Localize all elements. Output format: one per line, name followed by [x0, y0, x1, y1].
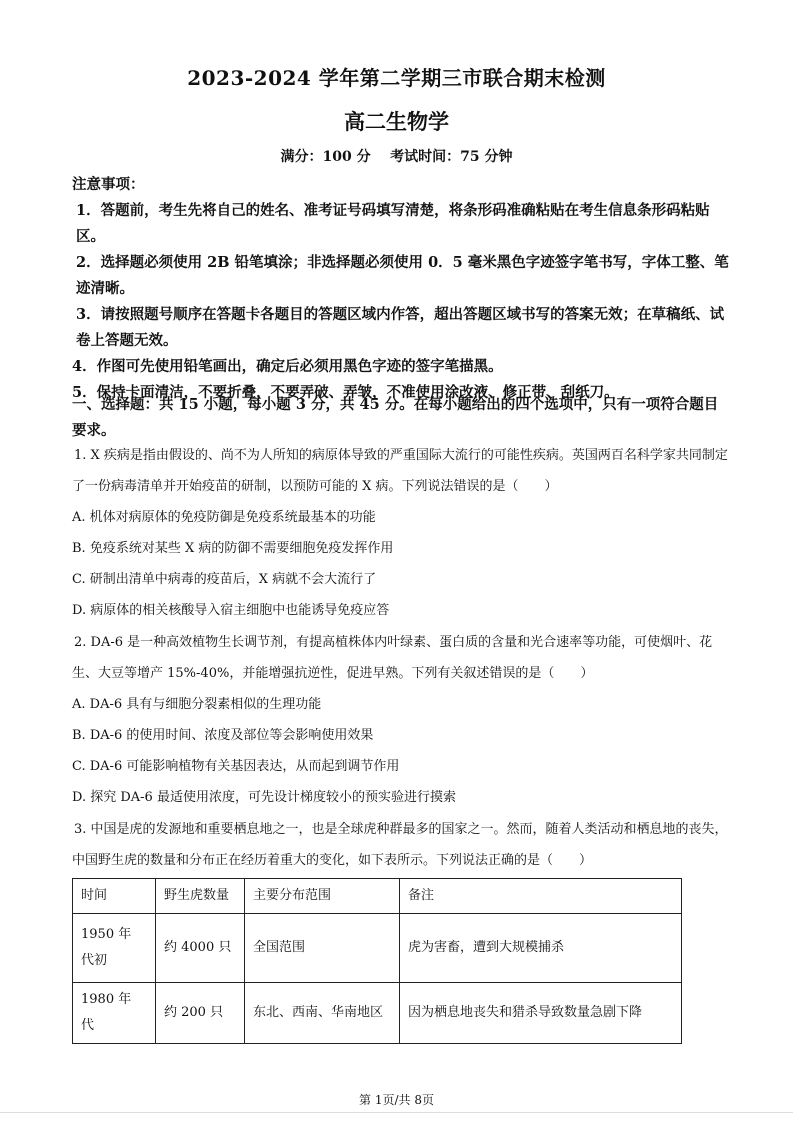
table-cell: 1980 年 代 — [73, 983, 156, 1044]
table-header-row — [73, 879, 682, 914]
table-cell: 约 200 只 — [156, 983, 245, 1044]
note-item: 3．请按照题号顺序在答题卡各题目的答题区域内作答，超出答题区域书写的答案无效；在草稿纸、试卷上答题无效。 — [76, 306, 725, 349]
note-item: 2．选择题必须使用 2B 铅笔填涂；非选择题必须使用 0．5 毫米黑色字迹签字笔书写，字体工整、笔迹清晰。 — [76, 254, 729, 297]
option-c: C. 研制出清单中病毒的疫苗后，X 病就不会大流行了 — [72, 572, 377, 587]
question-1 — [72, 440, 732, 626]
note-item: 1．答题前，考生先将自己的姓名、准考证号码填写清楚，将条形码准确粘贴在考生信息条形码粘贴区。 — [76, 202, 710, 245]
table-header-cell: 时间 — [73, 879, 156, 914]
note-item: 5．保持卡面清洁，不要折叠，不要弄破、弄皱，不准使用涂改液、修正带、刮纸刀。 — [72, 384, 619, 401]
option-d: D. 病原体的相关核酸导入宿主细胞中也能诱导免疫应答 — [72, 603, 390, 618]
exam-title: 2023-2024 学年第二学期三市联合期末检测 — [187, 66, 606, 90]
question-stem: 3. 中国是虎的发源地和重要栖息地之一，也是全球虎种群最多的国家之一。然而，随着人类活动和栖息地的丧失，中国野生虎的数量和分布正在经历着重大的变化，如下表所示。下列说法正确的是（ ） — [72, 822, 728, 868]
option-a: A. 机体对病原体的免疫防御是免疫系统最基本的功能 — [72, 510, 376, 525]
option-b: B. 免疫系统对某些 X 病的防御不需要细胞免疫发挥作用 — [72, 541, 394, 556]
option-c: C. DA-6 可能影响植物有关基因表达，从而起到调节作用 — [72, 759, 400, 774]
notes-block — [72, 172, 732, 406]
score-time: 满分：100 分 考试时间：75 分钟 — [280, 149, 513, 165]
notes-heading: 注意事项： — [72, 176, 145, 193]
question-2 — [72, 627, 732, 813]
section-heading: 一、选择题：共 15 小题，每小题 3 分，共 45 分。在每小题给出的四个选项中，只有一项符合题目要求。 — [72, 396, 719, 439]
tiger-table — [72, 878, 682, 1044]
table-cell: 1950 年 代初 — [73, 914, 156, 983]
question-3 — [72, 814, 732, 876]
table-cell: 因为栖息地丧失和猎杀导致数量急剧下降 — [400, 983, 682, 1044]
table-row — [73, 983, 682, 1044]
table-header-cell: 主要分布范围 — [245, 879, 400, 914]
option-a: A. DA-6 具有与细胞分裂素相似的生理功能 — [72, 697, 322, 712]
option-d: D. 探究 DA-6 最适使用浓度，可先设计梯度较小的预实验进行摸索 — [72, 790, 456, 805]
subject-title: 高二生物学 — [344, 109, 449, 134]
table-header-cell: 野生虎数量 — [156, 879, 245, 914]
note-item: 4．作图可先使用铅笔画出，确定后必须用黑色字迹的签字笔描黑。 — [72, 358, 503, 375]
table-row — [73, 914, 682, 983]
option-b: B. DA-6 的使用时间、浓度及部位等会影响使用效果 — [72, 728, 374, 743]
table-header-cell: 备注 — [400, 879, 682, 914]
page-number: 第 1页/共 8页 — [359, 1093, 434, 1107]
table-cell: 全国范围 — [245, 914, 400, 983]
question-stem: 1. X 疾病是指由假设的、尚不为人所知的病原体导致的严重国际大流行的可能性疾病。英国两百名科学家共同制定了一份病毒清单并开始疫苗的研制，以预防可能的 X 病。下列说法错误的是（ ） — [72, 448, 728, 494]
question-stem: 2. DA-6 是一种高效植物生长调节剂，有提高植株体内叶绿素、蛋白质的含量和光合速率等功能，可使烟叶、花生、大豆等增产 15%-40%，并能增强抗逆性，促进早熟。下列有关叙述错误的是（ ） — [72, 635, 713, 681]
table-cell: 约 4000 只 — [156, 914, 245, 983]
bottom-divider — [0, 1112, 793, 1113]
table-cell: 东北、西南、华南地区 — [245, 983, 400, 1044]
table-cell: 虎为害畜，遭到大规模捕杀 — [400, 914, 682, 983]
